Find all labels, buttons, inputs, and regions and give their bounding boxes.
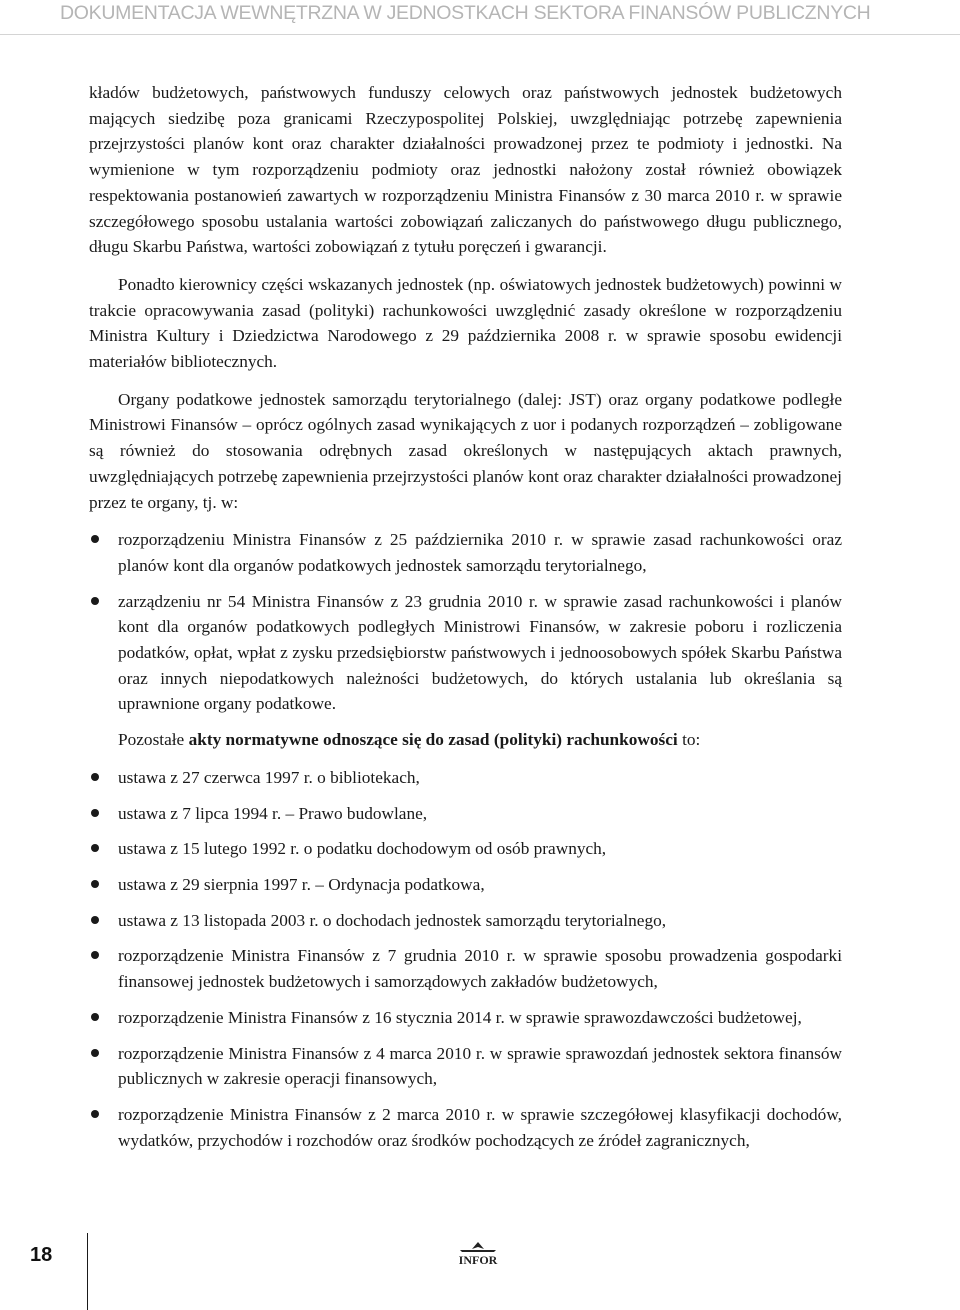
logo-text: INFOR [458,1253,498,1267]
list-item-text: ustawa z 29 sierpnia 1997 r. – Ordynacja podatkowa, [118,874,485,894]
list-item-text: rozporządzenie Ministra Finansów z 7 grudnia 2010 r. w sprawie sposobu prowadzenia gospodarki finansowej jednostek budżetowych i samorządowych zakładów budżetowych, [118,946,842,992]
list-item-text: zarządzeniu nr 54 Ministra Finansów z 23 grudnia 2010 r. w sprawie zasad rachunkowości i planów kont dla organów podatkowych podległych Ministrowi Finansów, w zakresie poboru i rozliczenia podatków, opłat, wpłat z zysku przedsiębiorstw państwowych i jednoosobowych spółek Skarbu Państwa oraz innych niepodatkowych należności budżetowych, do których ustalania lub określania są uprawnione organy podatkowe. [118,591,842,714]
list-item [89,1041,842,1092]
list-item-text: rozporządzenie Ministra Finansów z 2 marca 2010 r. w sprawie szczegółowej klasyfikacji dochodów, wydatków, przychodów i rozchodów oraz środków pochodzących ze źródeł zagranicznych, [118,1104,842,1150]
list-item [89,801,842,827]
paragraph-2: Ponadto kierownicy części wskazanych jednostek (np. oświatowych jednostek budżetowych) powinni w trakcie opracowywania zasad (polityki) rachunkowości uwzględnić zasady określone w rozporządzeniu Ministra Kultury i Dziedzictwa Narodowego z 29 października 2008 r. w sprawie sposobu ewidencji materiałów bibliotecznych. [89,274,842,372]
list-item [89,872,842,898]
paragraph-4 [89,727,842,753]
bullet-icon [91,916,99,924]
list-normative-acts [89,765,842,1153]
bullet-icon [91,880,99,888]
paragraph-4-start: Pozostałe [118,730,189,750]
list-tax-authority-acts [89,527,842,717]
list-item-text: ustawa z 13 listopada 2003 r. o dochodach jednostek samorządu terytorialnego, [118,910,667,930]
list-item [89,1102,842,1153]
bullet-icon [91,773,99,781]
list-item [89,943,842,994]
bullet-icon [91,1110,99,1118]
list-item [89,527,842,578]
bullet-icon [91,809,99,817]
list-item-text: rozporządzeniu Ministra Finansów z 25 października 2010 r. w sprawie zasad rachunkowości oraz planów kont dla organów podatkowych jednostek samorządu terytorialnego, [118,530,842,575]
paragraph-3: Organy podatkowe jednostek samorządu terytorialnego (dalej: JST) oraz organy podatkowe podległe Ministrowi Finansów – oprócz ogólnych zasad wynikających z uor i podanych rozporządzeń – zobligowane są również do stosowania odrębnych zasad określonych w następujących aktach prawnych, uwzględniających potrzebę zapewnienia przejrzystości planów kont oraz charakter działalności prowadzonej przez te organy, tj. w: [89,389,842,512]
paragraph-4-bold: akty normatywne odnoszące się do zasad (polityki) rachunkowości [188,730,678,750]
running-header: DOKUMENTACJA WEWNĘTRZNA W JEDNOSTKACH SEKTORA FINANSÓW PUBLICZNYCH [60,2,871,24]
page-number: 18 [30,1244,53,1266]
footer-divider [87,1233,88,1310]
list-item-text: ustawa z 27 czerwca 1997 r. o bibliotekach, [118,767,420,787]
bullet-icon [91,597,99,605]
paragraph-4-end: to: [677,730,701,750]
header-rule [0,34,960,35]
list-item [89,589,842,718]
list-item-text: ustawa z 15 lutego 1992 r. o podatku dochodowym od osób prawnych, [118,839,607,859]
list-item-text: rozporządzenie Ministra Finansów z 4 marca 2010 r. w sprawie sprawozdań jednostek sektora finansów publicznych w zakresie operacji finansowych, [118,1043,842,1089]
list-item [89,765,842,791]
infor-logo-icon [438,1240,518,1270]
bullet-icon [91,844,99,852]
list-item [89,908,842,934]
bullet-icon [91,1013,99,1021]
bullet-icon [91,535,99,543]
list-item [89,1005,842,1031]
bullet-icon [91,951,99,959]
paragraph-1: kładów budżetowych, państwowych funduszy celowych oraz państwowych jednostek budżetowych mających siedzibę poza granicami Rzeczypospolitej Polskiej, uwzględniając potrzebę zapewnienia przejrzystości planów kont oraz charakter działalności prowadzonej przez te podmioty i jednostki. Na wymienione w tym rozporządzeniu podmioty oraz jednostki nałożony został również obowiązek respektowania postanowień zawartych w rozporządzeniu Ministra Finansów z 30 marca 2010 r. w sprawie szczegółowego sposobu ustalania wartości zobowiązań zaliczanych do państwowego długu publicznego, długu Skarbu Państwa, wartości zobowiązań z tytułu poręczeń i gwarancji. [89,83,842,257]
list-item-text: rozporządzenie Ministra Finansów z 16 stycznia 2014 r. w sprawie sprawozdawczości budżetowej, [118,1007,802,1027]
bullet-icon [91,1049,99,1057]
page-body [89,80,842,1163]
list-item-text: ustawa z 7 lipca 1994 r. – Prawo budowlane, [118,803,428,823]
list-item [89,836,842,862]
